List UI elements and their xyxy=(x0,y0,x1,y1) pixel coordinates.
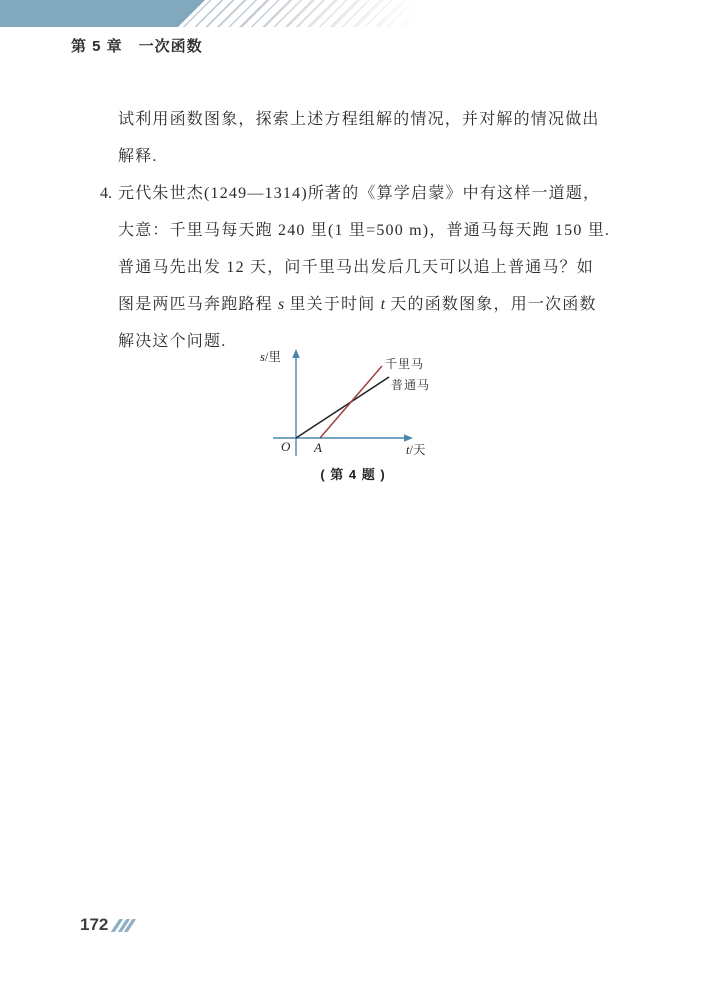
origin-label: O xyxy=(281,439,291,454)
text-line: 试利用函数图象，探索上述方程组解的情况，并对解的情况做出 xyxy=(118,111,600,128)
variable-s: s xyxy=(278,296,285,313)
text-segment: 里关于时间 xyxy=(284,296,381,313)
chapter-title: 第 5 章 一次函数 xyxy=(71,38,203,55)
problem-text-block xyxy=(100,101,611,360)
x-axis-unit: /天 xyxy=(409,443,426,457)
text-line: 普通马先出发 12 天，问千里马出发后几天可以追上普通马？如 xyxy=(118,259,595,276)
qianlima-line xyxy=(320,366,382,438)
banner-stripes-fade xyxy=(178,0,450,27)
text-line xyxy=(100,286,600,323)
text-segment: 图是两匹马奔跑路程 xyxy=(118,296,279,313)
page-number: 172 xyxy=(80,915,109,934)
y-axis-unit: /里 xyxy=(264,350,281,364)
text-line: 解释. xyxy=(118,148,158,165)
y-axis-variable: s xyxy=(260,350,265,364)
page-number-slashes-icon xyxy=(115,919,132,932)
function-graph-figure xyxy=(240,344,480,464)
text-segment: 天的函数图象，用一次函数 xyxy=(385,296,597,313)
text-line: 元代朱世杰(1249—1314)所著的《算学启蒙》中有这样一道题， xyxy=(118,185,601,202)
y-axis-arrow-icon xyxy=(292,349,300,358)
text-line: 解决这个问题. xyxy=(118,333,227,350)
putongma-line xyxy=(296,377,389,438)
y-axis-label xyxy=(260,347,281,365)
problem-number: 4. xyxy=(100,185,112,202)
qianlima-line-label: 千里马 xyxy=(385,357,425,371)
figure-caption: ( 第 4 题 ) xyxy=(320,467,386,482)
text-line: 大意：千里马每天跑 240 里(1 里=500 m)，普通马每天跑 150 里. xyxy=(118,222,611,239)
problem-4-line xyxy=(100,175,600,212)
point-a-label: A xyxy=(314,440,322,455)
putongma-line-label: 普通马 xyxy=(391,378,431,392)
x-axis-variable: t xyxy=(406,443,410,457)
variable-t: t xyxy=(380,296,386,313)
x-axis-label xyxy=(406,440,425,458)
banner-shape xyxy=(0,0,205,27)
